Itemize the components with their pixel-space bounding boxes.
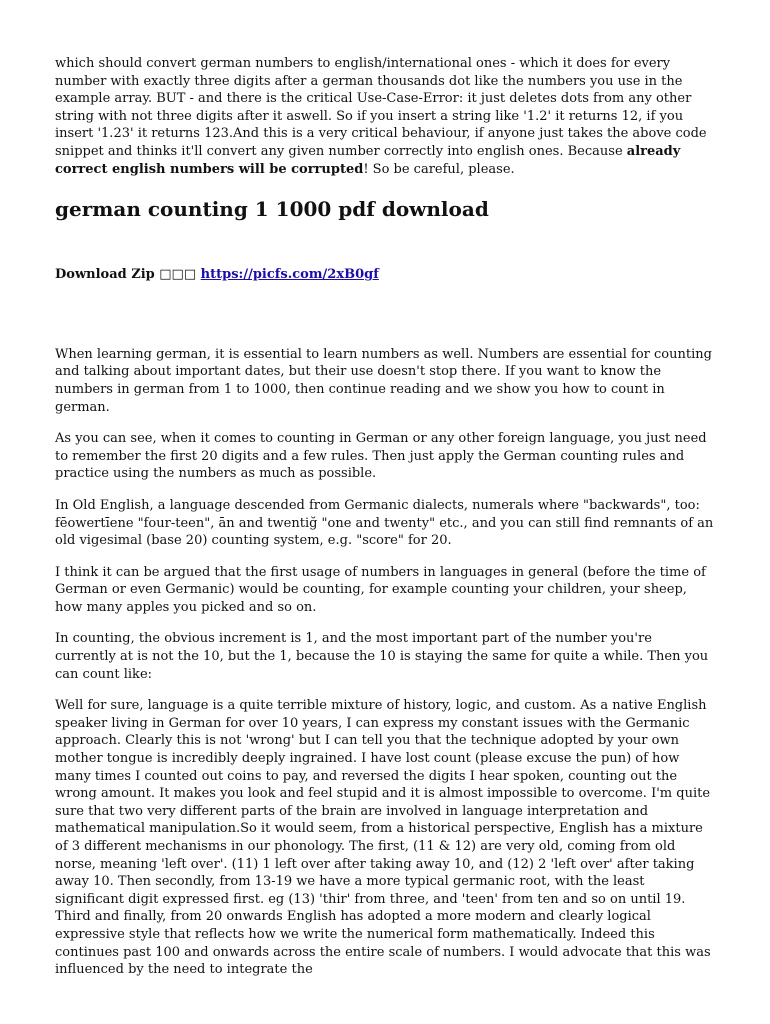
body-paragraph-6: Well for sure, language is a quite terrible mixture of history, logic, and custom. As a native English speaker living in German for over 10 years, I can express my constant issues with the Germanic approach. Clearly this is not 'wrong' but I can tell you that the technique adopted by your own mother tongue is incredibly deeply ingrained. I have lost count (please excuse the pun) of how many times I counted out coins to pay, and reversed the digits I hear spoken, counting out the wrong amount. It makes you look and feel stupid and it is almost impossible to overcome. I'm quite sure that two very different parts of the brain are involved in language interpretation and mathematical manipulation.So it would seem, from a historical perspective, English has a mixture of 3 different mechanisms in our phonology. The first, (11 & 12) are very old, coming from old norse, meaning 'left over'. (11) 1 left over after taking away 10, and (12) 2 'left over' after taking away 10. Then secondly, from 13-19 we have a more typical germanic root, with the least significant digit expressed first. eg (13) 'thir' from three, and 'teen' from ten and so on until 19. Third and finally, from 20 onwards English has adopted a more modern and clearly logical expressive style that reflects how we write the numerical form mathematically. Indeed this continues past 100 and onwards across the entire scale of numbers. I would advocate that this was influenced by the need to integrate the	[55, 698, 711, 978]
download-line	[55, 266, 715, 284]
body-paragraph-2: As you can see, when it comes to counting in German or any other foreign language, you just need to remember the first 20 digits and a few rules. Then just apply the German counting rules and practice using the numbers as much as possible.	[55, 431, 707, 482]
document-page	[55, 55, 715, 993]
body-paragraph-5: In counting, the obvious increment is 1, and the most important part of the number you're currently at is not the 10, but the 1, because the 10 is staying the same for quite a while. Then you can count like:	[55, 631, 709, 682]
intro-paragraph	[55, 55, 715, 178]
intro-text-part1: which should convert german numbers to english/international ones - which it does for every number with exactly three digits after a german thousands dot like the numbers you use in the example array. BUT - and there is the critical Use-Case-Error: it just deletes dots from any other string with not three digits after it aswell. So if you insert a string like '1.2' it returns 12, if you insert '1.23' it returns 123.And this is a very critical behaviour, if anyone just takes the above code snippet and thinks it'll convert any given number correctly into english ones. Because	[55, 56, 707, 159]
download-link[interactable]: https://picfs.com/2xB0gf	[200, 267, 379, 283]
body-paragraph-1: When learning german, it is essential to learn numbers as well. Numbers are essential for counting and talking about important dates, but their use doesn't stop there. If you want to know the numbers in german from 1 to 1000, then continue reading and we show you how to count in german.	[55, 346, 712, 415]
body-paragraph-3: In Old English, a language descended from Germanic dialects, numerals where "backwards", too: fēowertīene "four-teen", ān and twentiğ "one and twenty" etc., and you can still find remnants of an old vigesimal (base 20) counting system, e.g. "score" for 20.	[55, 497, 714, 549]
intro-bold-warning: already correct english numbers will be corrupted	[55, 143, 681, 177]
page-title: german counting 1 1000 pdf download	[55, 197, 489, 222]
body-paragraph-4: I think it can be argued that the first usage of numbers in languages in general (before the time of German or even Germanic) would be counting, for example counting your children, your sheep, how many apples you picked and so on.	[55, 564, 706, 615]
spacer	[55, 284, 715, 346]
download-label: Download Zip □□□	[55, 267, 197, 283]
intro-text-part2: ! So be careful, please.	[363, 161, 515, 177]
